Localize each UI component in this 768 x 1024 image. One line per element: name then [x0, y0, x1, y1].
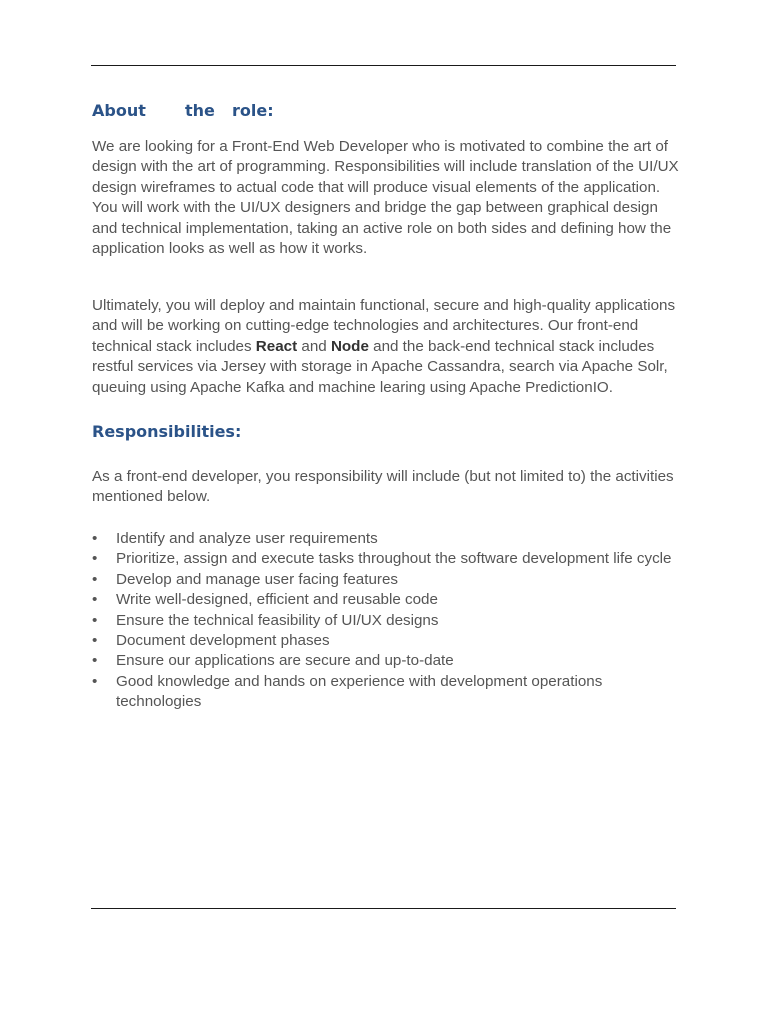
bullet-icon: •: [92, 652, 98, 670]
about-role-heading: [92, 101, 274, 121]
bullet-icon: •: [92, 570, 98, 588]
heading-word: About: [92, 101, 146, 120]
responsibilities-intro: As a front-end developer, you responsibility will include (but not limited to) the activities mentioned below.: [92, 468, 674, 506]
list-item-text: Prioritize, assign and execute tasks throughout the software development life cycle: [116, 550, 672, 568]
list-item: [92, 529, 682, 549]
list-item-text: Develop and manage user facing features: [116, 570, 398, 588]
list-item-text: Document development phases: [116, 632, 330, 650]
about-paragraph-stack: [92, 296, 682, 398]
bullet-icon: •: [92, 672, 98, 690]
list-item-text: Identify and analyze user requirements: [116, 530, 378, 547]
stack-react: React: [255, 337, 298, 355]
list-item: [92, 672, 682, 713]
list-item-text: Ensure the technical feasibility of UI/UX designs: [116, 611, 439, 629]
header-rule: [91, 65, 676, 66]
list-item-text: Write well-designed, efficient and reusable code: [116, 591, 438, 609]
bullet-icon: •: [92, 611, 98, 629]
list-item: [92, 631, 682, 651]
list-item: [92, 611, 682, 631]
stack-text: Ultimately, you will deploy and maintain functional, secure and high-quality applications and will be working on cutting-edge technologies and architectures. Our front-end technical stack includes: [92, 297, 676, 355]
bullet-icon: •: [92, 632, 98, 650]
stack-text: and: [297, 337, 331, 355]
responsibilities-list: [92, 529, 682, 713]
bullet-icon: •: [92, 530, 98, 547]
list-item: [92, 651, 682, 671]
list-item-text: Good knowledge and hands on experience with development operations technologies: [116, 672, 603, 711]
list-item-text: Ensure our applications are secure and up-to-date: [116, 652, 454, 670]
bullet-icon: •: [92, 550, 98, 568]
list-item: [92, 549, 682, 569]
about-paragraph-intro: We are looking for a Front-End Web Developer who is motivated to combine the art of design with the art of programming. Responsibilities will include translation of the UI/UX design wireframes to actual code that will produce visual elements of the application. You will work with the UI/UX designers and bridge the gap between graphical design and technical implementation, taking an active role on both sides and defining how the application looks as well as how it works.: [92, 138, 679, 258]
heading-word: role:: [232, 101, 274, 120]
bullet-icon: •: [92, 591, 98, 609]
stack-node: Node: [330, 337, 369, 355]
footer-rule: [91, 908, 676, 909]
responsibilities-heading: Responsibilities:: [92, 422, 242, 441]
heading-word: the: [185, 101, 215, 120]
stack-text: and the back-end technical stack includes restful services via Jersey with storage in Apache Cassandra, search via Apache Solr, queuing using Apache Kafka and machine learing using Apache PredictionIO.: [92, 337, 668, 396]
list-item: [92, 570, 682, 590]
list-item: [92, 590, 682, 610]
